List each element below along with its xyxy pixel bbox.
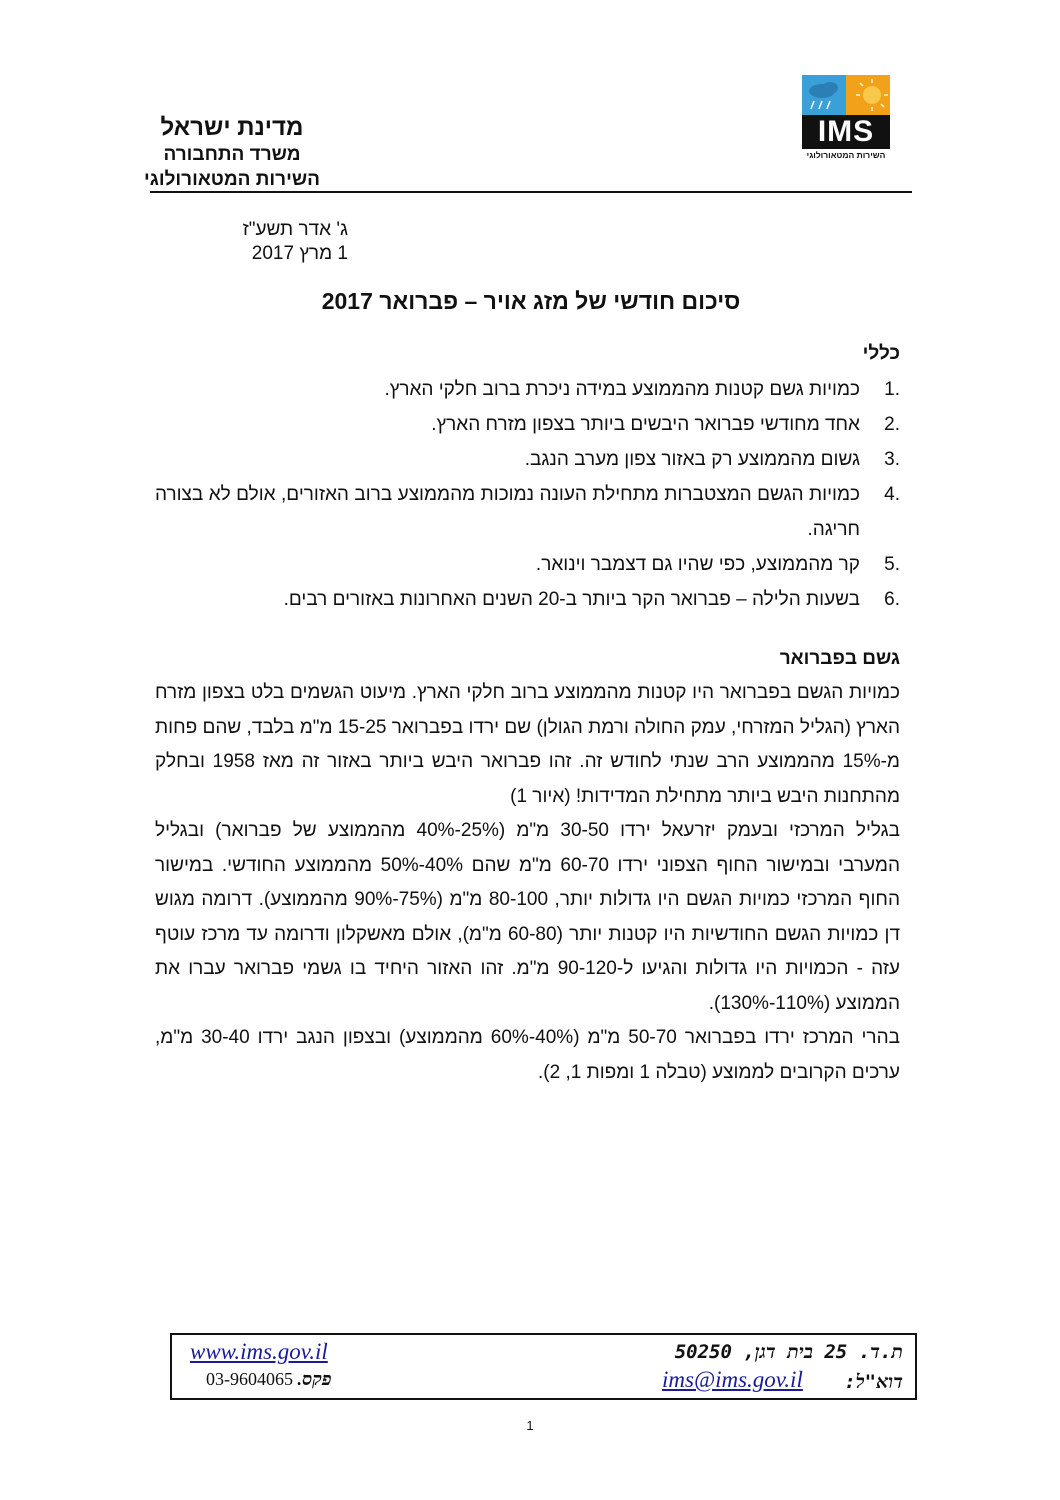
gregorian-date: 1 מרץ 2017 <box>251 243 348 264</box>
list-item: 3. גשום מהממוצע רק באזור צפון מערב הנגב. <box>524 449 900 470</box>
fax-label: פקס. <box>297 1369 332 1389</box>
header-divider <box>150 191 912 193</box>
document-title: סיכום חודשי של מזג אויר – פברואר 2017 <box>321 288 741 314</box>
list-item: 1. כמויות גשם קטנות מהממוצע במידה ניכרת ברוב חלקי הארץ. <box>384 379 900 400</box>
organization-header <box>102 113 362 193</box>
rain-section-body <box>155 676 900 1090</box>
list-item: 4. כמויות הגשם המצטברות מתחילת העונה נמוכות מהממוצע ברוב האזורים, אולם לא בצורה חריגה. <box>155 484 900 540</box>
rain-paragraph-1: כמויות הגשם בפברואר היו קטנות מהממוצע ברוב חלקי הארץ. מיעוט הגשמים בלט בצפון מזרח הארץ (הגליל המזרחי, עמק החולה ורמת הגולן) שם ירדו בפברואר 15-25 מ"מ בלבד, שהם פחות מ-15% מהממוצע הרב שנתי לחודש זה. זהו פברואר היבש ביותר באזור זה מאז 1958 ובחלק מהתחנות היבש ביותר מתחילת המדידות! (איור 1) <box>155 682 900 807</box>
email-link[interactable]: ims@ims.gov.il <box>662 1367 803 1392</box>
ims-logo <box>802 75 890 165</box>
fax-info <box>206 1369 332 1390</box>
section-heading-rain: גשם בפברואר <box>779 648 900 669</box>
fax-number: 03-9604065 <box>206 1369 293 1389</box>
rain-paragraph-2: בגליל המרכזי ובעמק יזרעאל ירדו 30-50 מ"מ (25%-40% מהממוצע של פברואר) ובגליל המערבי ובמישור החוף הצפוני ירדו 60-70 מ"מ שהם 40%-50% מהממוצע החודשי. במישור החוף המרכזי כמויות הגשם היו גדולות יותר, 80-100 מ"מ (75%-90% מהממוצע). דרומה מגוש דן כמויות הגשם החודשיות היו קטנות יותר (60-80 מ"מ), אולם מאשקלון ודרומה עד מרכז עוטף עזה - הכמויות היו גדולות והגיעו ל-90-120 מ"מ. זהו האזור היחיד בו גשמי פברואר עברו את הממוצע (110%-130%). <box>155 820 900 1014</box>
logo-weather-graphic <box>802 75 890 115</box>
website-link[interactable]: www.ims.gov.il <box>190 1339 328 1364</box>
rain-paragraph-3: בהרי המרכז ירדו בפברואר 50-70 מ"מ (40%-60% מהממוצע) ובצפון הנגב ירדו 30-40 מ"מ, ערכים הקרובים לממוצע (טבלה 1 ומפות 1, 2). <box>155 1027 900 1083</box>
org-ministry-name: משרד התחבורה <box>163 144 301 165</box>
hebrew-date: ג' אדר תשע"ז <box>242 219 348 240</box>
org-service-name: השירות המטאורולוגי <box>144 169 320 190</box>
document-date <box>243 218 348 266</box>
postal-address: ת.ד. 25 בית דגן, 50250 <box>674 1341 903 1363</box>
cloud-rain-icon <box>802 75 846 115</box>
list-item: 6. בשעות הלילה – פברואר הקר ביותר ב-20 השנים האחרונות באזורים רבים. <box>283 589 900 610</box>
email-label: דוא"ל: <box>844 1371 903 1393</box>
logo-subtitle: השירות המטאורולוגי <box>806 150 886 160</box>
section-heading-general: כללי <box>862 343 900 364</box>
org-state-name: מדינת ישראל <box>160 114 304 141</box>
page-number: 1 <box>526 1418 534 1433</box>
logo-ims-text: IMS <box>802 115 890 149</box>
logo-sun-panel <box>846 75 890 115</box>
list-item: 5. קר מהממוצע, כפי שהיו גם דצמבר וינואר. <box>535 554 900 575</box>
footer-contact-box <box>170 1333 917 1400</box>
list-item: 2. אחד מחודשי פברואר היבשים ביותר בצפון מזרח הארץ. <box>431 414 900 435</box>
sun-icon <box>846 75 890 115</box>
general-summary-list <box>155 372 900 617</box>
logo-rain-panel <box>802 75 846 115</box>
